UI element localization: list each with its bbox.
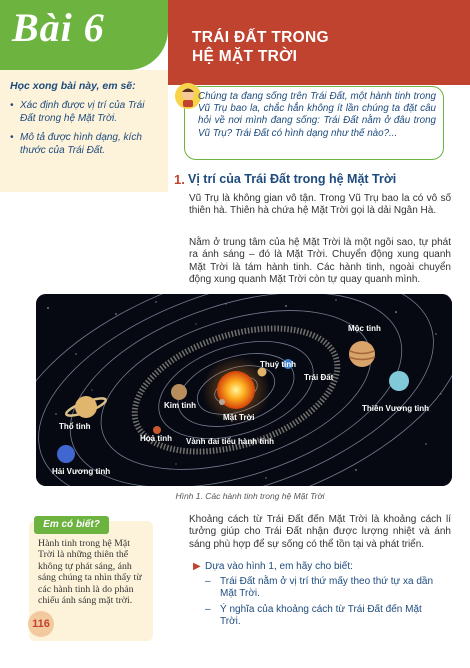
arrow-icon: ▶ (193, 561, 201, 572)
paragraph: Nằm ở trung tâm của hệ Mặt Trời là một ngôi sao, tự phát ra ánh sáng – đó là Mặt Trời. Chuyển động xung quanh Mặt Trời là tám hành tinh. Các hành tinh, ngoài chuyển động xung quanh Mặt Trời còn tự quay quanh mình. (189, 237, 451, 286)
mars-planet (153, 426, 161, 434)
neptune-planet (57, 445, 75, 463)
did-you-know-text: Hành tinh trong hệ Mặt Trời là những thiên thể không tự phát sáng, ánh sáng chúng ta nhìn thấy từ các hành tinh là do phản chiếu ánh sáng mặt trời. (38, 538, 142, 607)
uranus-planet (389, 371, 409, 391)
dash-icon: – (205, 604, 211, 615)
label-uranus: Thiên Vương tinh (362, 404, 430, 413)
bullet-icon: • (10, 132, 14, 143)
task-intro: Dựa vào hình 1, em hãy cho biết: (205, 561, 353, 572)
page-number: 116 (28, 611, 54, 637)
label-sun: Mặt Trời (223, 413, 255, 422)
paragraph: Khoảng cách từ Trái Đất đến Mặt Trời là khoảng cách lí tưởng giúp cho Trái Đất nhận được lượng nhiệt và ánh sáng phù hợp để sự sống có thể tồn tại và phát triển. (189, 514, 451, 550)
label-saturn: Thổ tinh (59, 422, 91, 431)
learning-goals-heading: Học xong bài này, em sẽ: (10, 80, 136, 92)
mercury-planet (219, 399, 225, 405)
bullet-icon: • (10, 100, 14, 111)
label-jupiter: Mộc tinh (348, 324, 381, 333)
dash-icon: – (205, 576, 211, 587)
saturn-moon-planet (171, 384, 187, 400)
learning-goal-item: • Mô tả được hình dạng, kích thước của Trái Đất. (10, 132, 142, 156)
label-mars: Hoả tinh (140, 434, 172, 443)
label-mercury: Thuỷ tinh (260, 360, 296, 369)
lesson-title: Bài 6 (12, 5, 105, 50)
lesson-heading (192, 28, 392, 66)
intro-text: Chúng ta đang sống trên Trái Đất, một hành tinh trong Vũ Trụ bao la, chắc hẳn không ít lần chúng ta đặt câu hỏi về nơi mình đang sống: Trái Đất nằm ở đâu trong Vũ Trụ? Trái Đất có hình dạng như thế nào?... (198, 91, 436, 139)
lesson-heading-line-2: HỆ MẶT TRỜI (192, 48, 298, 65)
paragraph: Vũ Trụ là không gian vô tận. Trong Vũ Trụ bao la có vô số thiên hà. Thiên hà chứa hệ Mặt Trời gọi là dải Ngân Hà. (189, 193, 451, 217)
task-item: – Ý nghĩa của khoảng cách từ Trái Đất đến Mặt Trời. (205, 604, 422, 628)
figure-caption: Hình 1. Các hành tinh trong hệ Mặt Trời (175, 491, 325, 501)
label-asteroid-belt: Vành đai tiểu hành tinh (186, 437, 274, 446)
label-venus: Kim tinh (164, 401, 196, 410)
section-number: 1. (174, 172, 185, 187)
label-neptune: Hải Vương tinh (52, 467, 111, 476)
solar-system-figure (36, 294, 452, 486)
lesson-heading-line-1: TRÁI ĐẤT TRONG (192, 29, 329, 46)
task-item: – Trái Đất nằm ở vị trí thứ mấy theo thứ tự xa dần Mặt Trời. (205, 576, 434, 600)
label-earth: Trái Đất (304, 373, 334, 382)
section-title: Vị trí của Trái Đất trong hệ Mặt Trời (188, 172, 397, 186)
learning-goal-item: • Xác định được vị trí của Trái Đất trong hệ Mặt Trời. (10, 100, 145, 124)
did-you-know-title: Em có biết? (34, 516, 109, 534)
solar-system-illustration (36, 294, 452, 486)
